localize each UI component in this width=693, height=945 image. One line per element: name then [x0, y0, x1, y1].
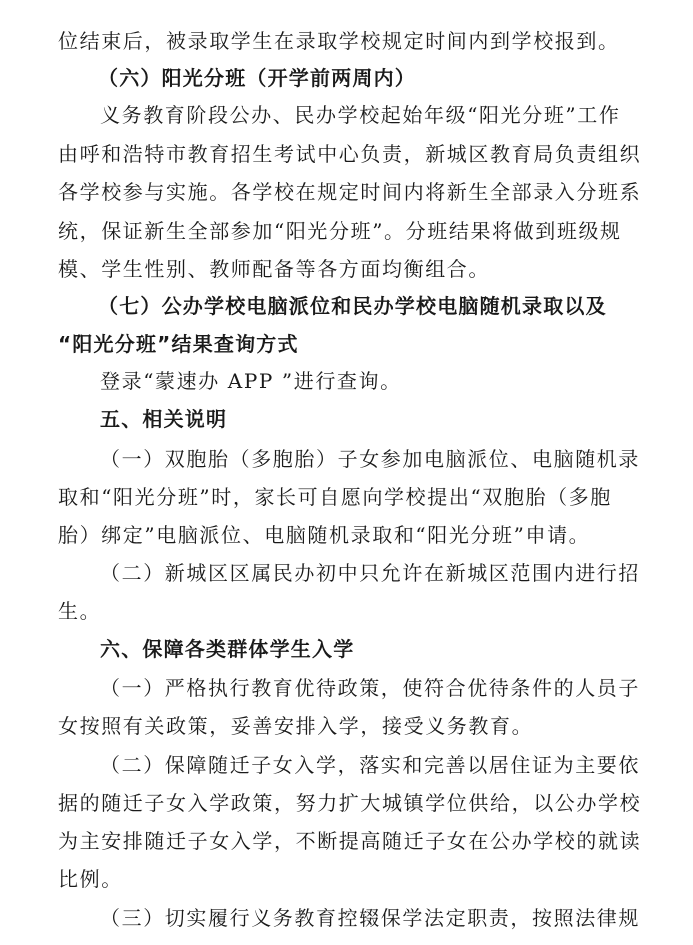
paragraph-line: （二）保障随迁子女入学，落实和完善以居住证为主要依 — [100, 753, 640, 777]
section-heading-6: （六）阳光分班（开学前两周内） — [98, 66, 416, 90]
paragraph-line: 模、学生性别、教师配备等各方面均衡组合。 — [58, 257, 490, 281]
chapter-heading-5: 五、相关说明 — [100, 407, 228, 431]
paragraph-line: 女按照有关政策，妥善安排入学，接受义务教育。 — [58, 714, 534, 738]
paragraph-line: （一）双胞胎（多胞胎）子女参加电脑派位、电脑随机录 — [100, 447, 640, 471]
paragraph-line: （二）新城区区属民办初中只允许在新城区范围内进行招 — [100, 561, 640, 585]
paragraph-line: 登录“蒙速办 APP ”进行查询。 — [100, 369, 402, 393]
paragraph-line: 生。 — [58, 599, 102, 623]
paragraph-line: 取和“阳光分班”时，家长可自愿向学校提出“双胞胎（多胞 — [58, 485, 612, 509]
paragraph-line: 各学校参与实施。各学校在规定时间内将新生全部录入分班系 — [58, 180, 642, 204]
chapter-heading-6: 六、保障各类群体学生入学 — [100, 637, 355, 661]
paragraph-line: 据的随迁子女入学政策，努力扩大城镇学位供给，以公办学校 — [58, 791, 642, 815]
paragraph-line: （三）切实履行义务教育控辍保学法定职责，按照法律规 — [100, 906, 640, 930]
paragraph-line: 义务教育阶段公办、民办学校起始年级“阳光分班”工作 — [100, 103, 621, 127]
paragraph-line: 统，保证新生全部参加“阳光分班”。分班结果将做到班级规 — [58, 219, 622, 243]
section-heading-7: （七）公办学校电脑派位和民办学校电脑随机录取以及 — [98, 294, 607, 318]
paragraph-line: 位结束后，被录取学生在录取学校规定时间内到学校报到。 — [58, 29, 620, 53]
paragraph-line: 为主安排随迁子女入学，不断提高随迁子女在公办学校的就读 — [58, 829, 642, 853]
paragraph-line: 比例。 — [58, 867, 123, 891]
section-heading-7-cont: “阳光分班”结果查询方式 — [58, 332, 299, 356]
paragraph-line: （一）严格执行教育优待政策，使符合优待条件的人员子 — [100, 676, 640, 700]
paragraph-line: 胎）绑定”电脑派位、电脑随机录取和“阳光分班”申请。 — [58, 523, 591, 547]
paragraph-line: 由呼和浩特市教育招生考试中心负责，新城区教育局负责组织 — [58, 142, 642, 166]
